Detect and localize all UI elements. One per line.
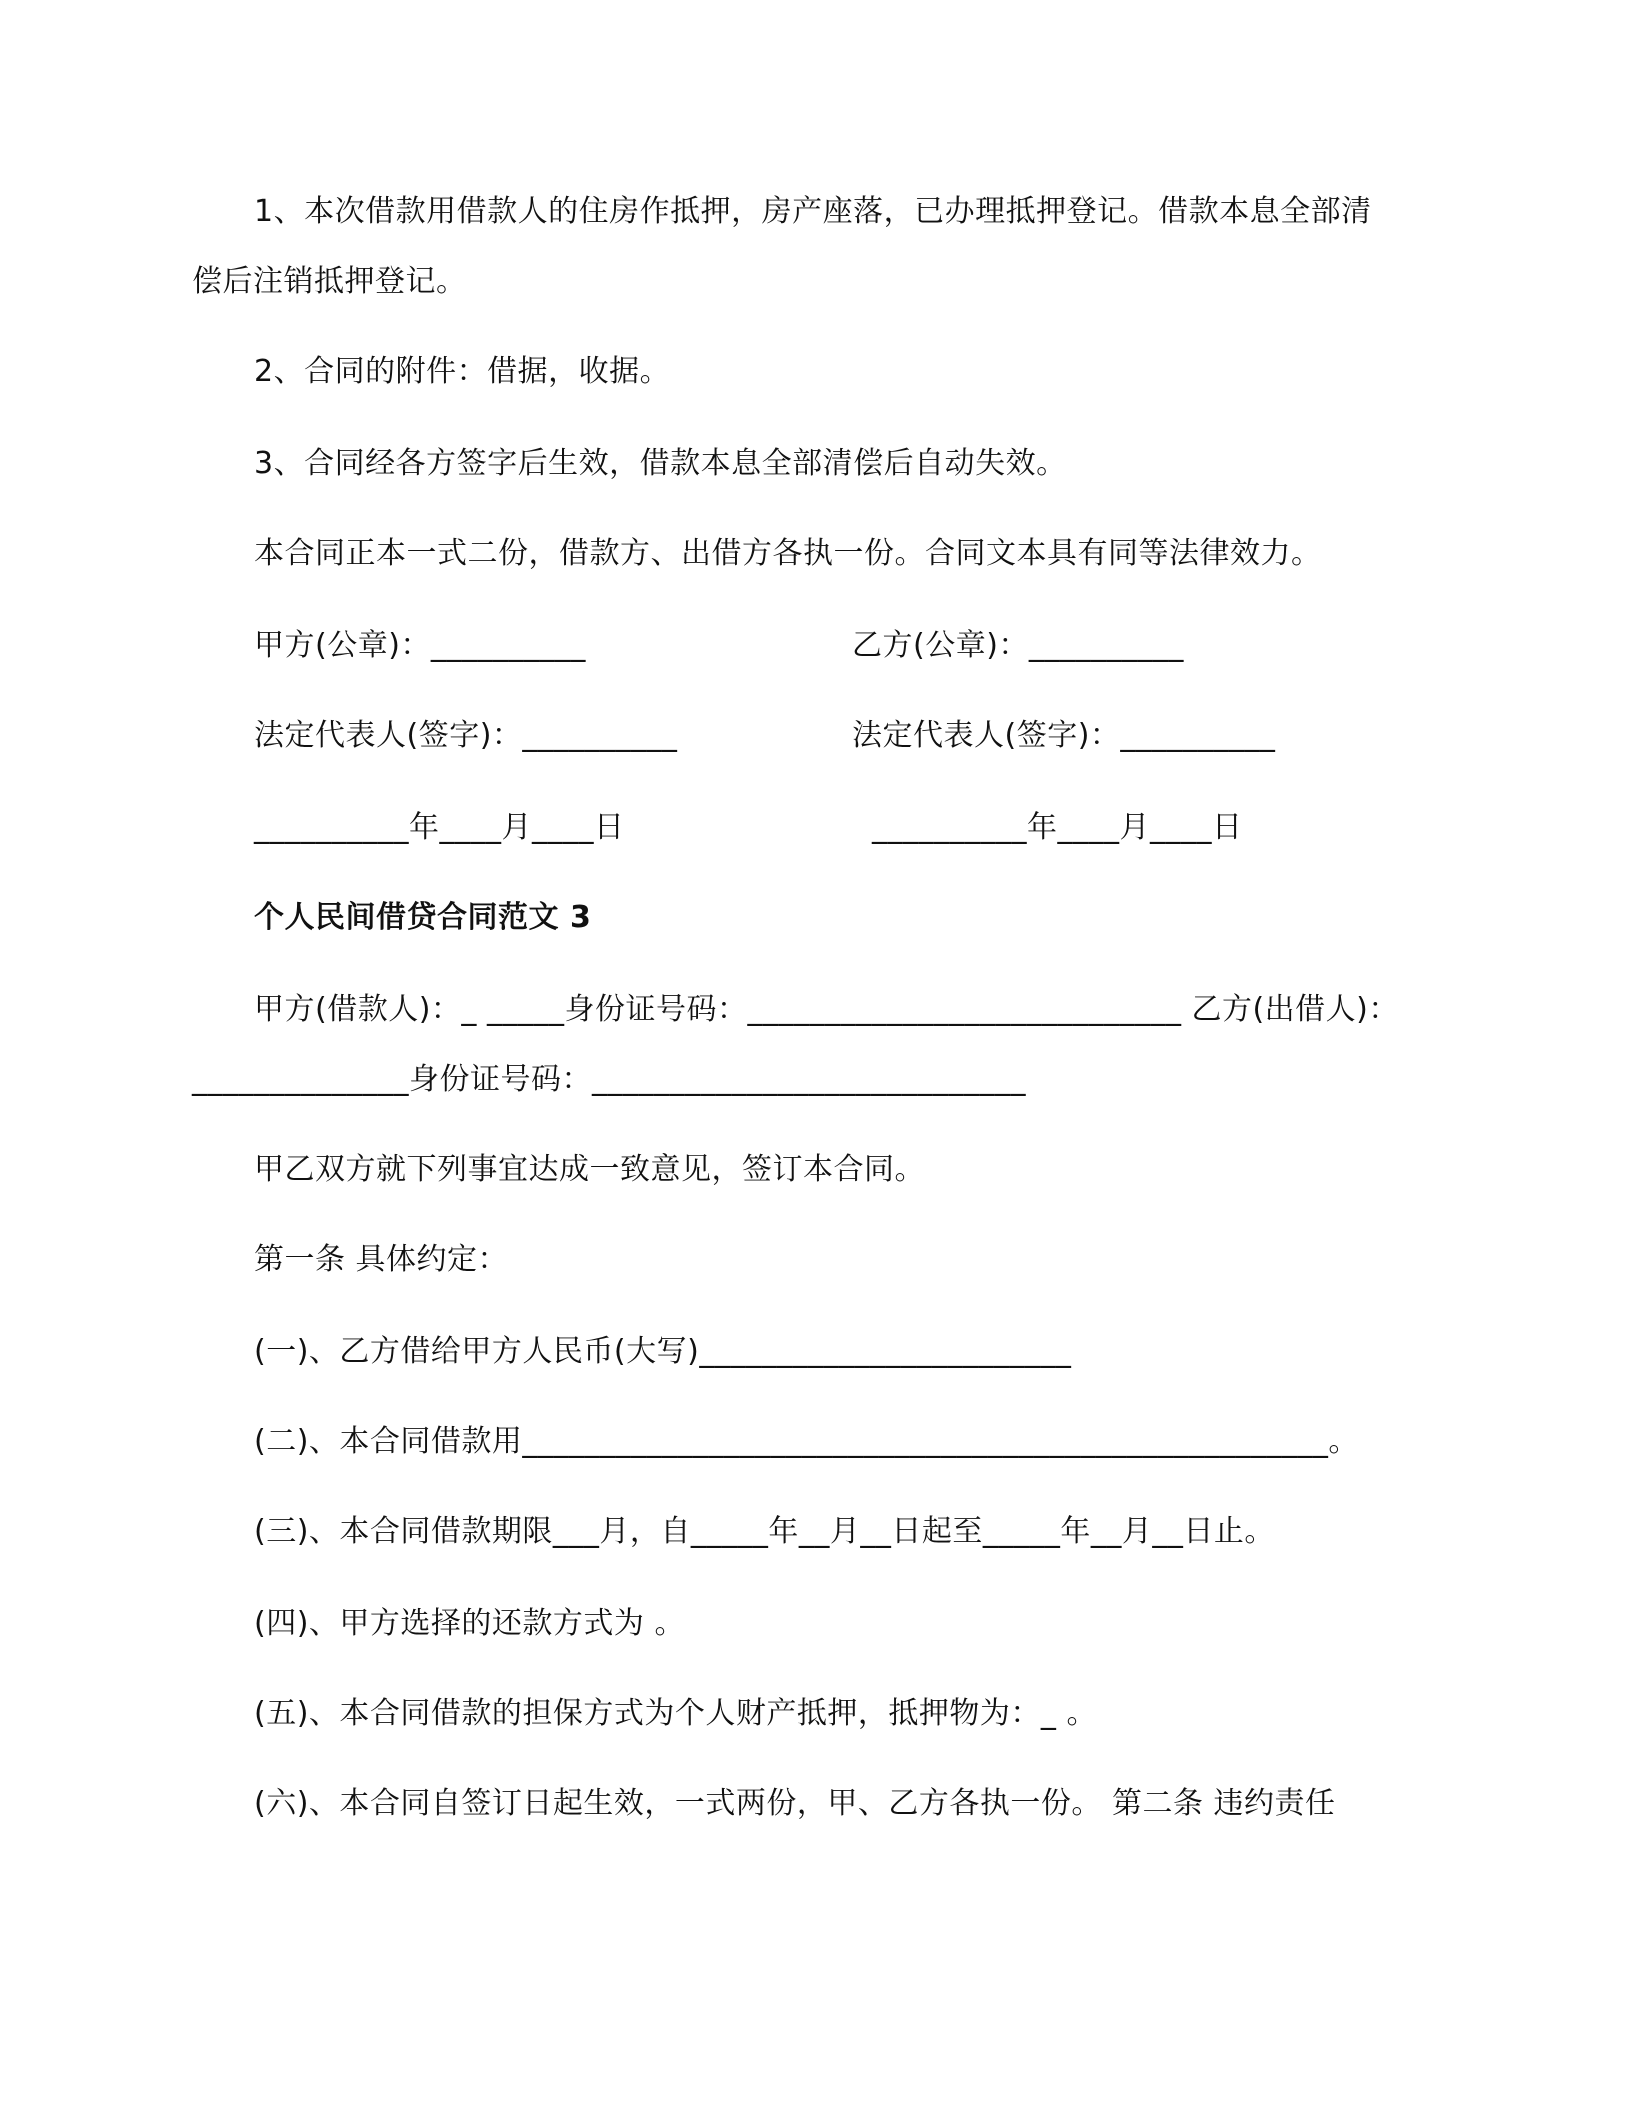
party-b-date-field: __________年____月____日 xyxy=(872,810,1243,845)
party-b-seal-field: 乙方(公章)：__________ xyxy=(852,628,1184,663)
item-2-loan-purpose: (二)、本合同借款用____________________________________________________。 xyxy=(254,1424,1359,1459)
parties-line-1: 甲方(借款人)：_ _____身份证号码：____________________________ 乙方(出借人)： xyxy=(254,992,1399,1027)
clause-1-line-2: 偿后注销抵押登记。 xyxy=(192,264,467,299)
clause-1-line-1: 1、本次借款用借款人的住房作抵押，房产座落，已办理抵押登记。借款本息全部清 xyxy=(254,194,1372,229)
item-3-loan-term: (三)、本合同借款期限___月，自_____年__月__日起至_____年__月__日止。 xyxy=(254,1514,1275,1549)
party-a-seal-field: 甲方(公章)：__________ xyxy=(254,628,586,663)
item-5-collateral: (五)、本合同借款的担保方式为个人财产抵押，抵押物为：_ 。 xyxy=(254,1696,1097,1731)
agreement-intro: 甲乙双方就下列事宜达成一致意见，签订本合同。 xyxy=(254,1152,925,1187)
item-1-loan-amount: (一)、乙方借给甲方人民币(大写)________________________ xyxy=(254,1334,1072,1369)
item-6-effectiveness: (六)、本合同自签订日起生效，一式两份，甲、乙方各执一份。 第二条 违约责任 xyxy=(254,1786,1336,1821)
party-a-representative-field: 法定代表人(签字)：__________ xyxy=(254,718,678,753)
copies-note: 本合同正本一式二份，借款方、出借方各执一份。合同文本具有同等法律效力。 xyxy=(254,536,1322,571)
clause-2: 2、合同的附件：借据，收据。 xyxy=(254,354,671,389)
section-title: 个人民间借贷合同范文 3 xyxy=(254,900,592,935)
clause-3: 3、合同经各方签字后生效，借款本息全部清偿后自动失效。 xyxy=(254,446,1067,481)
party-b-representative-field: 法定代表人(签字)：__________ xyxy=(852,718,1276,753)
party-a-date-field: __________年____月____日 xyxy=(254,810,625,845)
item-4-repayment-method: (四)、甲方选择的还款方式为 。 xyxy=(254,1606,685,1641)
article-1-title: 第一条 具体约定： xyxy=(254,1242,509,1277)
parties-line-2: ______________身份证号码：____________________________ xyxy=(192,1062,1026,1097)
